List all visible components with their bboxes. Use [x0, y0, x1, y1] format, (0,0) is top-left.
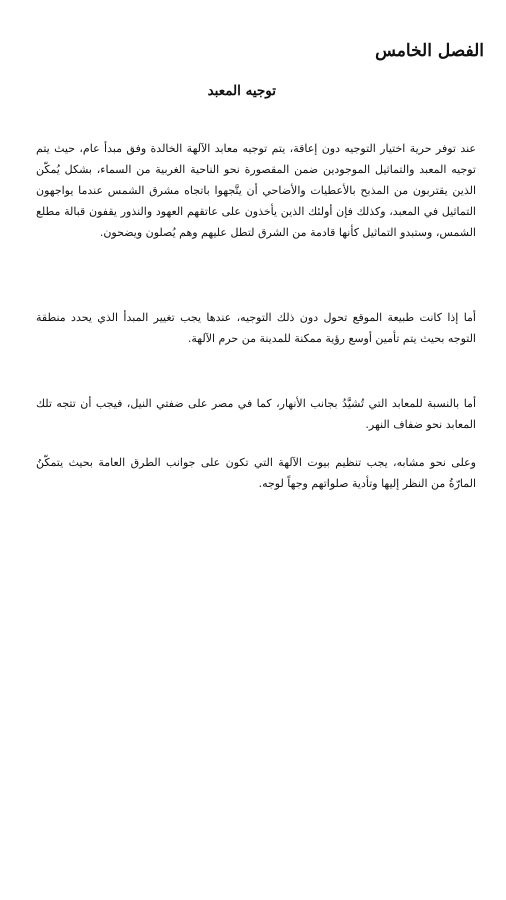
paragraph-site-constraints: أما إذا كانت طبيعة الموقع تحول دون ذلك التوجيه، عندها يجب تغيير المبدأ الذي يحدد منطقة التوجه بحيث يتم تأمين أوسع رؤية ممكنة للمدينة من حرم الآلهة. — [36, 311, 476, 345]
paragraph-river-temples: أما بالنسبة للمعابد التي تُشيَّدُ بجانب الأنهار، كما في مصر على ضفتي النيل، فيجب أن تتجه تلك المعابد نحو ضفاف النهر. — [36, 397, 476, 431]
section-title: توجيه المعبد — [207, 83, 276, 99]
paragraph-orientation-principle: عند توفر حرية اختيار التوجيه دون إعاقة، يتم توجيه معابد الآلهة الخالدة وفق مبدأ عام، حيث يتم توجيه المعبد والتماثيل الموجودين ضمن المقصورة نحو الناحية الغربية من السماء، بشكل يُمكّن الذين يقتربون من المذبح بالأعطيات والأضاحي أن يتَّجهوا باتجاه مشرق الشمس عندما يواجهون التماثيل في المعبد، وكذلك فإن أولئك الذين يأخذون على عاتقهم العهود والنذور يقفون قبالة مطلع الشمس، وستبدو التماثيل كأنها قادمة من الشرق لتطل عليهم وهم يُصلون ويضحون. — [36, 142, 476, 239]
paragraph-roadside-temples: وعلى نحو مشابه، يجب تنظيم بيوت الآلهة التي تكون على جوانب الطرق العامة بحيث يتمكّنُ المارّةُ من النظر إليها وتأدية صلواتهم وجهاً لوجه. — [36, 456, 476, 490]
chapter-title: الفصل الخامس — [375, 41, 484, 61]
